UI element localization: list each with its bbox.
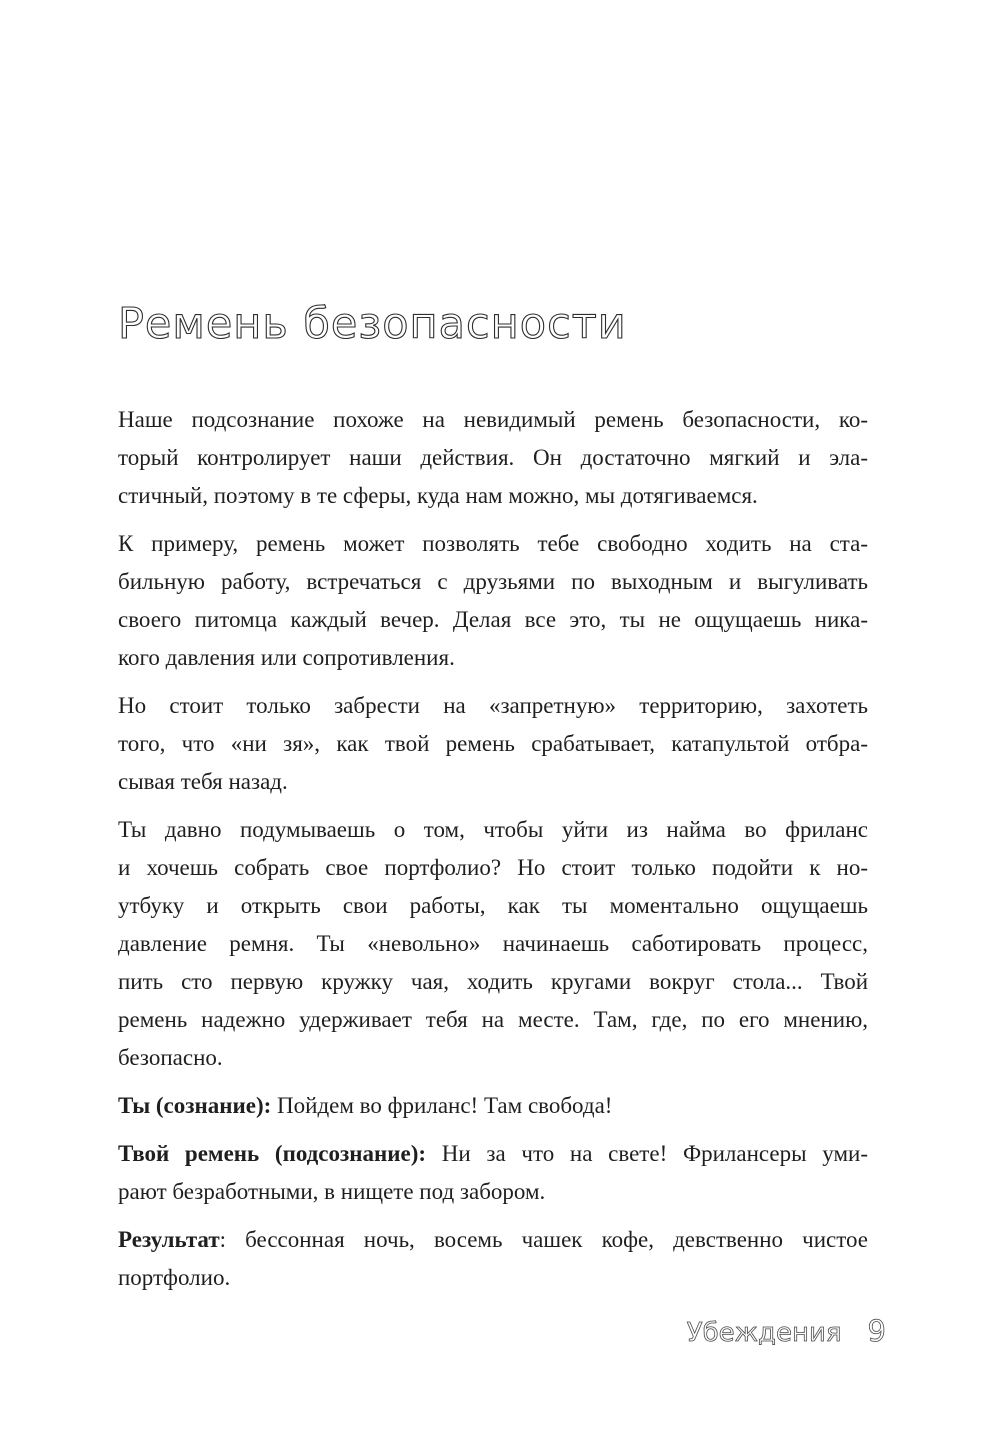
text-segment: стичный, поэтому в те сферы, куда нам можно, мы дотягиваемся.	[118, 483, 758, 508]
text-segment: давление ремня. Ты «невольно» начинаешь саботировать процесс,	[118, 931, 868, 956]
text-line	[118, 1135, 868, 1173]
text-line	[118, 849, 868, 887]
text-line	[118, 1221, 868, 1259]
text-line	[118, 1087, 868, 1125]
paragraph	[118, 811, 868, 1077]
text-line	[118, 1001, 868, 1039]
text-line	[118, 1259, 868, 1297]
text-segment: Наше подсознание похоже на невидимый ремень безопасности, ко-	[118, 407, 868, 432]
paragraph	[118, 525, 868, 677]
text-segment: ремень надежно удерживает тебя на месте. Там, где, по его мнению,	[118, 1007, 868, 1032]
text-line	[118, 477, 868, 515]
page-footer	[687, 1314, 886, 1350]
page-number: 9	[867, 1314, 886, 1348]
text-segment: пить сто первую кружку чая, ходить кругами вокруг стола... Твой	[118, 969, 868, 994]
text-line	[118, 887, 868, 925]
text-segment: рают безработными, в нищете под забором.	[118, 1179, 546, 1204]
text-line	[118, 963, 868, 1001]
text-line	[118, 525, 868, 563]
text-line	[118, 725, 868, 763]
text-line	[118, 1173, 868, 1211]
text-segment: бильную работу, встречаться с друзьями по выходным и выгуливать	[118, 569, 868, 594]
text-line	[118, 1039, 868, 1077]
text-segment: : бессонная ночь, восемь чашек кофе, девственно чистое	[219, 1227, 868, 1252]
text-line	[118, 811, 868, 849]
speaker-label: Результат	[118, 1227, 220, 1252]
text-line	[118, 763, 868, 801]
speaker-label: Ты (сознание):	[118, 1093, 278, 1118]
text-block	[118, 401, 868, 1297]
text-segment: кого давления или сопротивления.	[118, 645, 455, 670]
text-segment: Ты давно подумываешь о том, чтобы уйти из найма во фриланс	[118, 817, 868, 842]
paragraph	[118, 1087, 868, 1125]
text-line	[118, 639, 868, 677]
text-segment: безопасно.	[118, 1045, 223, 1070]
text-segment: Пойдем во фриланс! Там свобода!	[277, 1093, 613, 1118]
paragraph	[118, 1221, 868, 1297]
text-segment: Но стоит только забрести на «запретную» территорию, захотеть	[118, 693, 868, 718]
paragraph	[118, 687, 868, 801]
text-segment: К примеру, ремень может позволять тебе свободно ходить на ста-	[118, 531, 868, 556]
text-segment: торый контролирует наши действия. Он достаточно мягкий и эла-	[118, 445, 868, 470]
text-segment: портфолио.	[118, 1265, 231, 1290]
text-line	[118, 401, 868, 439]
text-line	[118, 925, 868, 963]
text-segment: своего питомца каждый вечер. Делая все это, ты не ощущаешь ника-	[118, 607, 868, 632]
paragraph	[118, 401, 868, 515]
speaker-label: Твой ремень (подсознание):	[118, 1141, 442, 1166]
text-line	[118, 439, 868, 477]
paragraph	[118, 1135, 868, 1211]
chapter-title: Ремень безопасности	[118, 299, 627, 349]
text-segment: и хочешь собрать свое портфолио? Но стоит только подойти к но-	[118, 855, 868, 880]
text-line	[118, 687, 868, 725]
text-segment: того, что «ни зя», как твой ремень срабатывает, катапультой отбра-	[118, 731, 868, 756]
text-segment: сывая тебя назад.	[118, 769, 288, 794]
text-line	[118, 601, 868, 639]
text-segment: утбуку и открыть свои работы, как ты моментально ощущаешь	[118, 893, 868, 918]
running-head: Убеждения	[686, 1318, 842, 1348]
text-line	[118, 563, 868, 601]
text-segment: Ни за что на свете! Фрилансеры уми-	[441, 1141, 868, 1166]
